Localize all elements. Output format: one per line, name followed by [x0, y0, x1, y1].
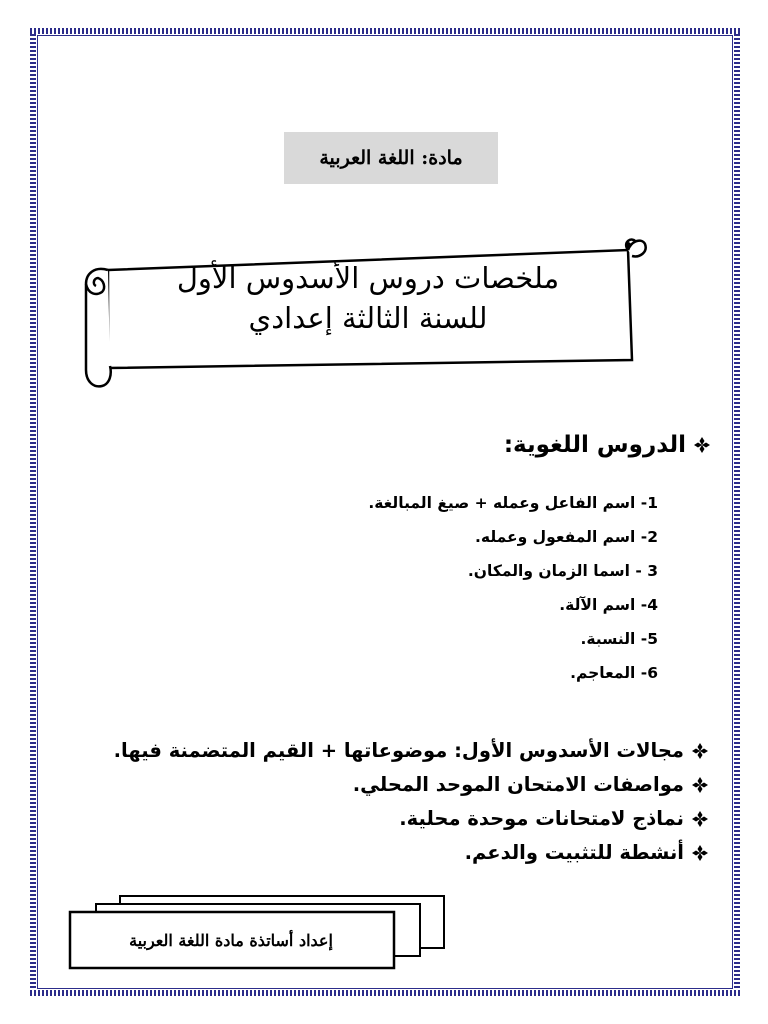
document-title-line1: ملخصات دروس الأسدوس الأول [176, 261, 560, 295]
subject-label: مادة: اللغة العربية [319, 147, 463, 169]
lessons-list [368, 486, 658, 690]
list-item: 3 - اسما الزمان والمكان. [467, 562, 658, 580]
list-item: 2- اسم المفعول وعمله. [475, 528, 658, 546]
topic-text: أنشطة للتثبيت والدعم. [464, 841, 684, 864]
four-diamond-bullet-icon [692, 845, 708, 861]
topics-list [114, 734, 708, 870]
topic-text: مجالات الأسدوس الأول: موضوعاتها + القيم المتضمنة فيها. [113, 739, 684, 762]
prepared-by-text: إعداد أساتذة مادة اللغة العربية [129, 930, 333, 950]
subject-label-box [284, 132, 498, 184]
four-diamond-bullet-icon [692, 777, 708, 793]
list-item: 4- اسم الآلة. [559, 596, 658, 614]
prepared-by-label [70, 912, 392, 968]
topic-item [114, 768, 708, 802]
list-item: 5- النسبة. [580, 630, 658, 648]
document-title [118, 258, 618, 338]
four-diamond-bullet-icon [694, 437, 710, 453]
four-diamond-bullet-icon [692, 743, 708, 759]
topic-item [114, 802, 708, 836]
list-item: 6- المعاجم. [570, 664, 658, 682]
four-diamond-bullet-icon [692, 811, 708, 827]
document-title-line2: للسنة الثالثة إعدادي [248, 301, 488, 335]
lessons-heading-text: الدروس اللغوية: [503, 432, 686, 458]
topic-item [114, 734, 708, 768]
topic-text: مواصفات الامتحان الموحد المحلي. [352, 773, 684, 796]
lessons-heading [504, 432, 710, 458]
topic-item [114, 836, 708, 870]
list-item: 1- اسم الفاعل وعمله + صيغ المبالغة. [368, 494, 658, 512]
topic-text: نماذج لامتحانات موحدة محلية. [399, 807, 684, 830]
